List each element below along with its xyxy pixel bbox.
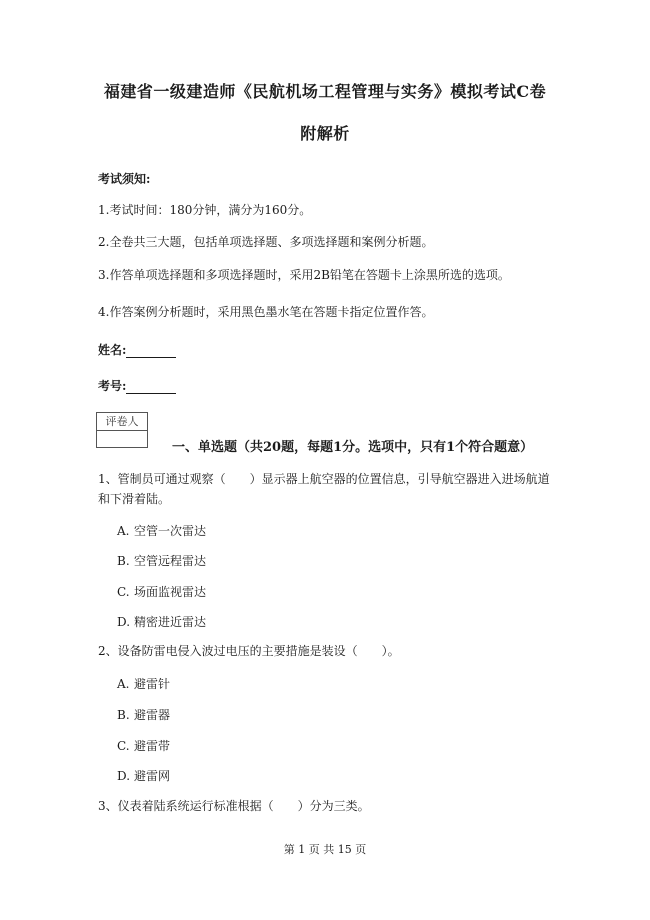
option-label: D.: [117, 769, 131, 783]
reviewer-box: [96, 412, 148, 448]
notice-item-2: 2.全卷共三大题，包括单项选择题、多项选择题和案例分析题。: [98, 235, 434, 249]
document-title-line1: 福建省一级建造师《民航机场工程管理与实务》模拟考试C卷: [103, 82, 547, 101]
question-1-option-d: [117, 613, 206, 630]
option-label: C.: [117, 585, 130, 599]
question-2-option-d: [117, 767, 170, 784]
question-1-option-a: [117, 522, 206, 539]
question-2-option-b: [117, 706, 170, 723]
question-1-option-b: [117, 552, 206, 569]
name-blank: [126, 345, 176, 358]
option-label: A.: [117, 524, 130, 538]
id-label: 考号:: [98, 379, 127, 393]
question-2-option-c: [117, 737, 170, 754]
id-blank: [126, 381, 176, 394]
option-text: 避雷针: [134, 677, 171, 691]
option-text: 避雷带: [134, 739, 171, 753]
id-field: [98, 377, 176, 394]
notice-item-3: 3.作答单项选择题和多项选择题时，采用2B铅笔在答题卡上涂黑所选的选项。: [98, 268, 510, 282]
option-label: A.: [117, 677, 130, 691]
name-label: 姓名:: [98, 343, 127, 357]
option-label: B.: [117, 554, 130, 568]
question-3-stem: 3、仪表着陆系统运行标准根据（ ）分为三类。: [98, 799, 370, 813]
question-2-option-a: [117, 675, 170, 692]
option-text: 避雷网: [134, 769, 171, 783]
question-1-option-c: [117, 583, 206, 600]
option-label: D.: [117, 615, 131, 629]
document-title-line2: 附解析: [300, 124, 350, 143]
notice-item-4: 4.作答案例分析题时，采用黑色墨水笔在答题卡指定位置作答。: [98, 305, 434, 319]
option-text: 空管远程雷达: [134, 554, 207, 568]
option-text: 避雷器: [134, 708, 171, 722]
page-footer: 第 1 页 共 15 页: [283, 843, 367, 856]
question-2-stem: 2、设备防雷电侵入波过电压的主要措施是装设（ ）。: [98, 644, 400, 658]
reviewer-label: 评卷人: [97, 413, 147, 431]
option-text: 空管一次雷达: [134, 524, 207, 538]
option-label: C.: [117, 739, 130, 753]
option-label: B.: [117, 708, 130, 722]
option-text: 精密进近雷达: [134, 615, 207, 629]
question-1-stem: 1、管制员可通过观察（ ）显示器上航空器的位置信息，引导航空器进入进场航道和下滑着陆。: [98, 472, 550, 506]
section-title: 一、单选题（共20题，每题1分。选项中，只有1个符合题意）: [172, 440, 534, 455]
name-field: [98, 341, 176, 358]
option-text: 场面监视雷达: [134, 585, 207, 599]
notice-heading: 考试须知:: [98, 172, 151, 186]
notice-item-1: 1.考试时间：180分钟，满分为160分。: [98, 203, 312, 217]
